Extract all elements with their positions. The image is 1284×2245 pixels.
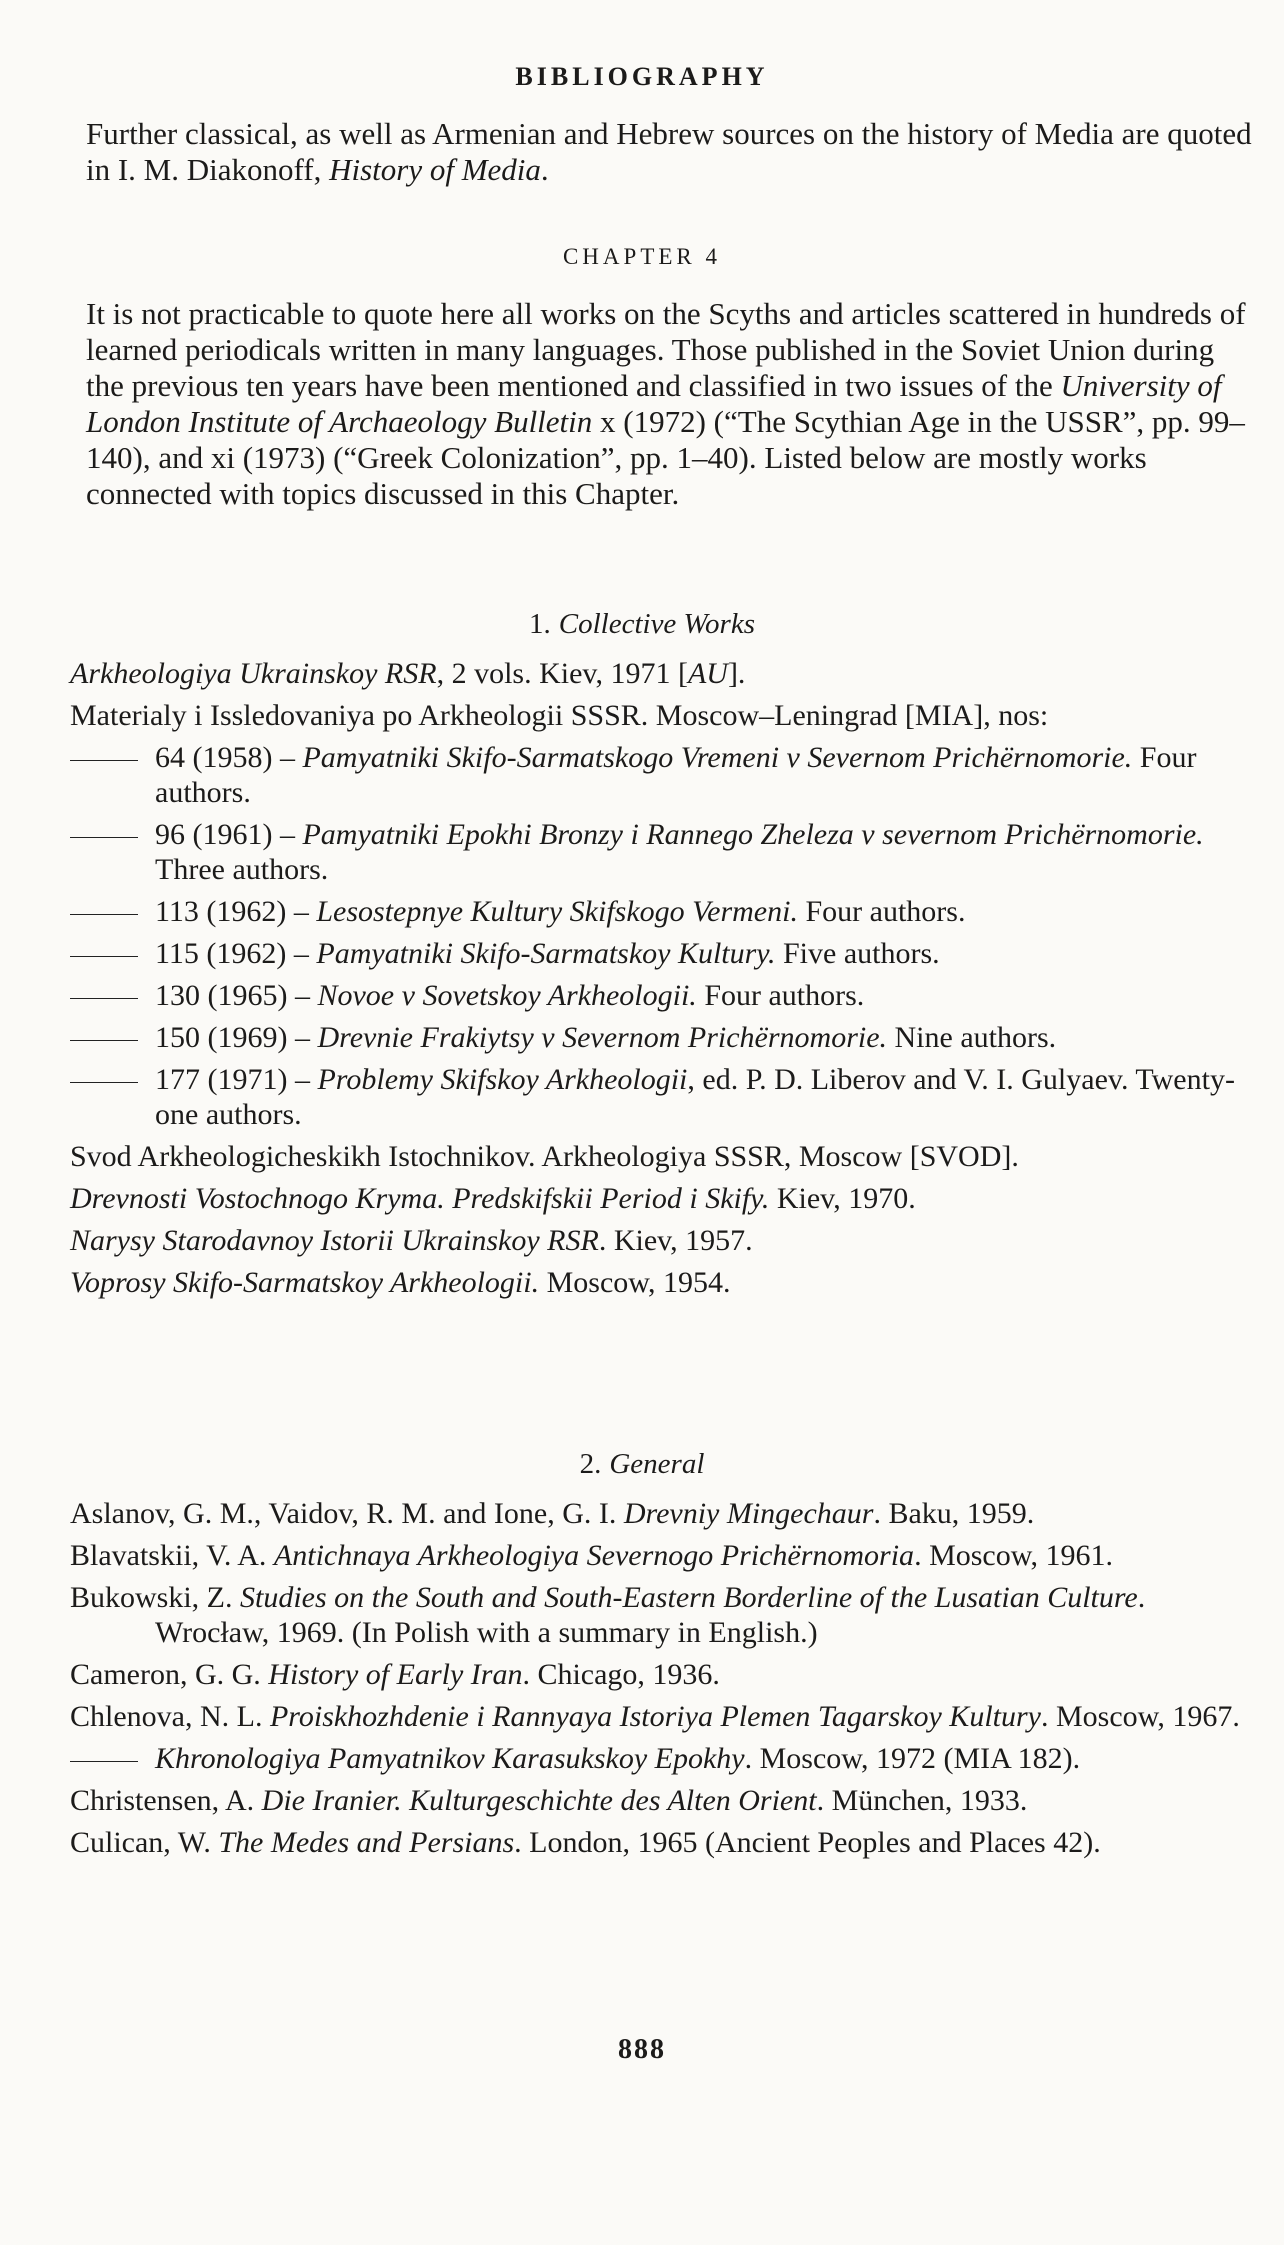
ditto-dash <box>70 740 155 775</box>
bib-entry: Voprosy Skifo-Sarmatskoy Arkheologii. Moscow, 1954. <box>70 1266 731 1299</box>
running-head: BIBLIOGRAPHY <box>515 62 769 91</box>
collective-works-list <box>70 656 1266 1307</box>
ditto-dash <box>70 1741 155 1776</box>
intro-title: History of Media <box>329 152 541 187</box>
general-works-list <box>70 1496 1266 1867</box>
section-title: Collective Works <box>558 608 755 640</box>
section-heading-collective <box>0 608 1284 641</box>
bib-entry: 96 (1961) – Pamyatniki Epokhi Bronzy i Rannego Zheleza v severnom Prichërnomorie. Three authors. <box>70 817 1266 887</box>
bib-entry: Bukowski, Z. Studies on the South and South-Eastern Borderline of the Lusatian Culture. Wrocław, 1969. (In Polish with a summary in English.) <box>70 1581 1146 1649</box>
bib-entry: Blavatskii, V. A. Antichnaya Arkheologiya Severnogo Prichërnomoria. Moscow, 1961. <box>70 1539 1113 1572</box>
ditto-dash <box>70 1020 155 1055</box>
bib-entry: 130 (1965) – Novoe v Sovetskoy Arkheologii. Four authors. <box>70 978 1266 1013</box>
section-heading-general <box>0 1448 1284 1481</box>
bib-entry: 115 (1962) – Pamyatniki Skifo-Sarmatskoy Kultury. Five authors. <box>70 936 1266 971</box>
section-number: 2. <box>579 1448 602 1480</box>
chapter-heading: CHAPTER 4 <box>562 244 722 269</box>
bib-entry: Aslanov, G. M., Vaidov, R. M. and Ione, G. I. Drevniy Mingechaur. Baku, 1959. <box>70 1497 1035 1530</box>
bib-entry: 150 (1969) – Drevnie Frakiytsy v Severnom Prichërnomorie. Nine authors. <box>70 1020 1266 1055</box>
bib-entry: Materialy i Issledovaniya po Arkheologii SSSR. Moscow–Leningrad [MIA], nos: <box>70 699 1049 732</box>
ditto-dash <box>70 894 155 929</box>
section-number: 1. <box>529 608 551 640</box>
bib-entry: Culican, W. The Medes and Persians. London, 1965 (Ancient Peoples and Places 42). <box>70 1826 1101 1859</box>
ditto-dash <box>70 1062 155 1097</box>
bib-entry: 113 (1962) – Lesostepnye Kultury Skifskogo Vermeni. Four authors. <box>70 894 1266 929</box>
bib-entry: Svod Arkheologicheskikh Istochnikov. Arkheologiya SSSR, Moscow [SVOD]. <box>70 1140 1019 1173</box>
page-number: 888 <box>618 2034 666 2065</box>
ditto-dash <box>70 936 155 971</box>
intro-text: Further classical, as well as Armenian and Hebrew sources on the history of Media are quoted in I. M. Diakonoff, <box>86 116 1252 187</box>
ditto-dash <box>70 817 155 852</box>
chapter-intro-title: University of London Institute of Archaeology Bulletin <box>86 368 1222 439</box>
bib-entry: Chlenova, N. L. Proiskhozhdenie i Rannyaya Istoriya Plemen Tagarskoy Kultury. Moscow, 1967. <box>70 1700 1240 1733</box>
chapter-intro-paragraph <box>86 296 1258 512</box>
bib-entry: Christensen, A. Die Iranier. Kulturgeschichte des Alten Orient. München, 1933. <box>70 1784 1028 1817</box>
section-title: General <box>609 1448 705 1480</box>
intro-paragraph <box>86 116 1258 188</box>
bib-entry: Arkheologiya Ukrainskoy RSR, 2 vols. Kiev, 1971 [AU]. <box>70 657 746 690</box>
intro-end: . <box>540 152 549 187</box>
chapter-intro-text: It is not practicable to quote here all works on the Scyths and articles scattered in hundreds of learned periodicals written in many languages. Those published in the Soviet Union during the previous ten years have been mentioned and classified in two issues of the <box>86 296 1246 403</box>
bib-entry: 177 (1971) – Problemy Skifskoy Arkheologii, ed. P. D. Liberov and V. I. Gulyaev. Twenty-one authors. <box>70 1062 1266 1132</box>
ditto-dash <box>70 978 155 1013</box>
chapter-intro-end: x (1972) (“The Scythian Age in the USSR”, pp. 99–140), and xi (1973) (“Greek Colonization”, pp. 1–40). Listed below are mostly works connected with topics discussed in this Chapter. <box>86 404 1245 511</box>
bib-entry: 64 (1958) – Pamyatniki Skifo-Sarmatskogo Vremeni v Severnom Prichërnomorie. Four authors. <box>70 740 1266 810</box>
bib-entry: Narysy Starodavnoy Istorii Ukrainskoy RSR. Kiev, 1957. <box>70 1224 753 1257</box>
bib-entry: Cameron, G. G. History of Early Iran. Chicago, 1936. <box>70 1658 720 1691</box>
bib-entry: Khronologiya Pamyatnikov Karasukskoy Epokhy. Moscow, 1972 (MIA 182). <box>70 1741 1266 1776</box>
bib-entry: Drevnosti Vostochnogo Kryma. Predskifskii Period i Skify. Kiev, 1970. <box>70 1182 916 1215</box>
